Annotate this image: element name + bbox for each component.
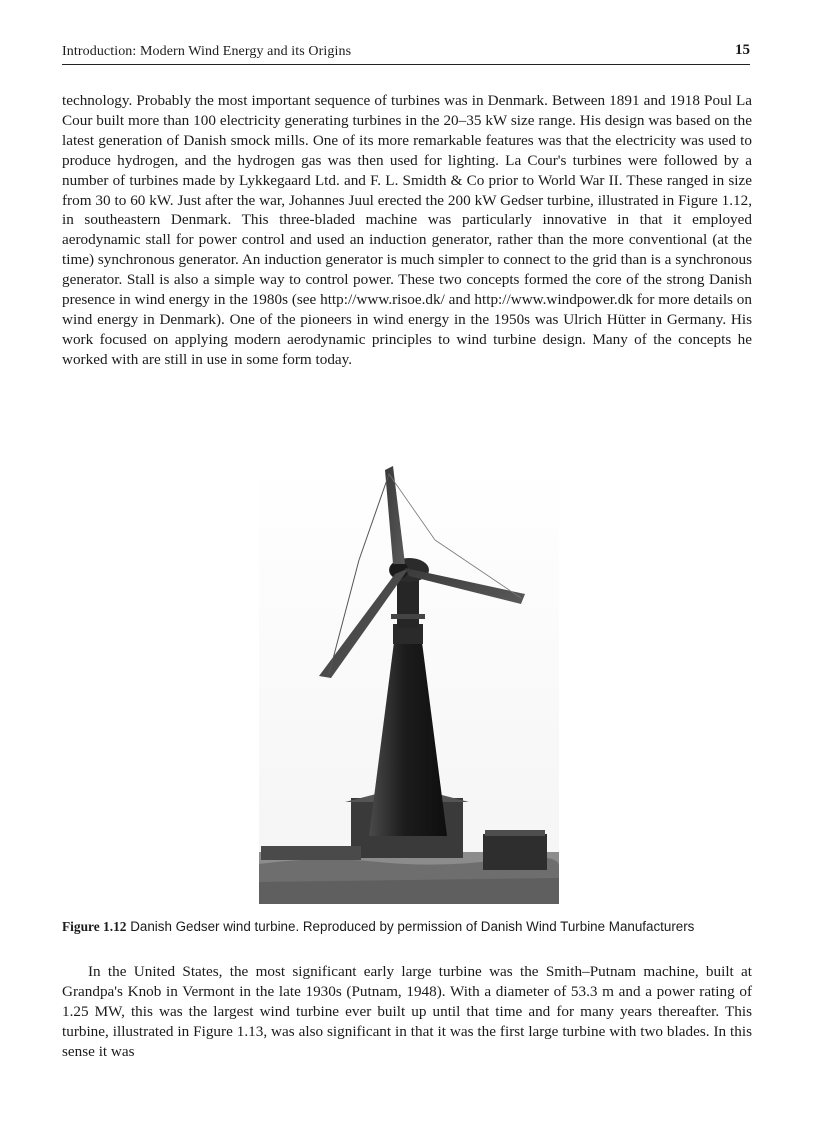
body-paragraph: In the United States, the most significant early large turbine was the Smith–Putnam machine, built at Grandpa's Knob in Vermont in the late 1930s (Putnam, 1948). With a diameter of 53.3 m and a power rating of 1.25 MW, this was the largest wind turbine ever built up until that time and for many years thereafter. This turbine, illustrated in Figure 1.13, was also significant in that it was the first large turbine with two blades. In this sense it was [62, 963, 752, 1060]
page-header [62, 42, 750, 65]
shed [483, 834, 547, 870]
figure-caption-text: Danish Gedser wind turbine. Reproduced by permission of Danish Wind Turbine Manufacturers [130, 919, 695, 934]
figure-photo-gedser-turbine [259, 464, 559, 904]
body-paragraph: technology. Probably the most important sequence of turbines was in Denmark. Between 1891 and 1918 Poul La Cour built more than 100 electricity generating turbines in the 20–35 kW size range. His design was based on the latest generation of Danish smock mills. One of its more remarkable features was that the electricity was used to produce hydrogen, and the hydrogen gas was then used for lighting. La Cour's turbines were followed by a number of turbines made by Lykkegaard Ltd. and F. L. Smidth & Co prior to World War II. These ranged in size from 30 to 60 kW. Just after the war, Johannes Juul erected the 200 kW Gedser turbine, illustrated in Figure 1.12, in southeastern Denmark. This three-bladed machine was particularly innovative in that it employed aerodynamic stall for power control and used an induction generator, rather than the more conventional (at the time) synchronous generator. An induction generator is much simpler to connect to the grid than is a synchronous generator. Stall is also a simple way to control power. These two concepts formed the core of the strong Danish presence in wind energy in the 1980s (see http://www.risoe.dk/ and http://www.windpower.dk for more details on wind energy in Denmark). One of the pioneers in wind energy in the 1950s was Ulrich Hütter in Germany. His work focused on applying modern aerodynamic principles to wind turbine design. Many of the concepts he worked with are still in use in some form today. [62, 92, 752, 368]
page-number: 15 [735, 42, 750, 58]
figure-caption [62, 918, 752, 935]
running-head: Introduction: Modern Wind Energy and its Origins [62, 44, 352, 59]
figure-label: Figure 1.12 [62, 919, 127, 934]
gedser-turbine-photo [259, 464, 559, 904]
